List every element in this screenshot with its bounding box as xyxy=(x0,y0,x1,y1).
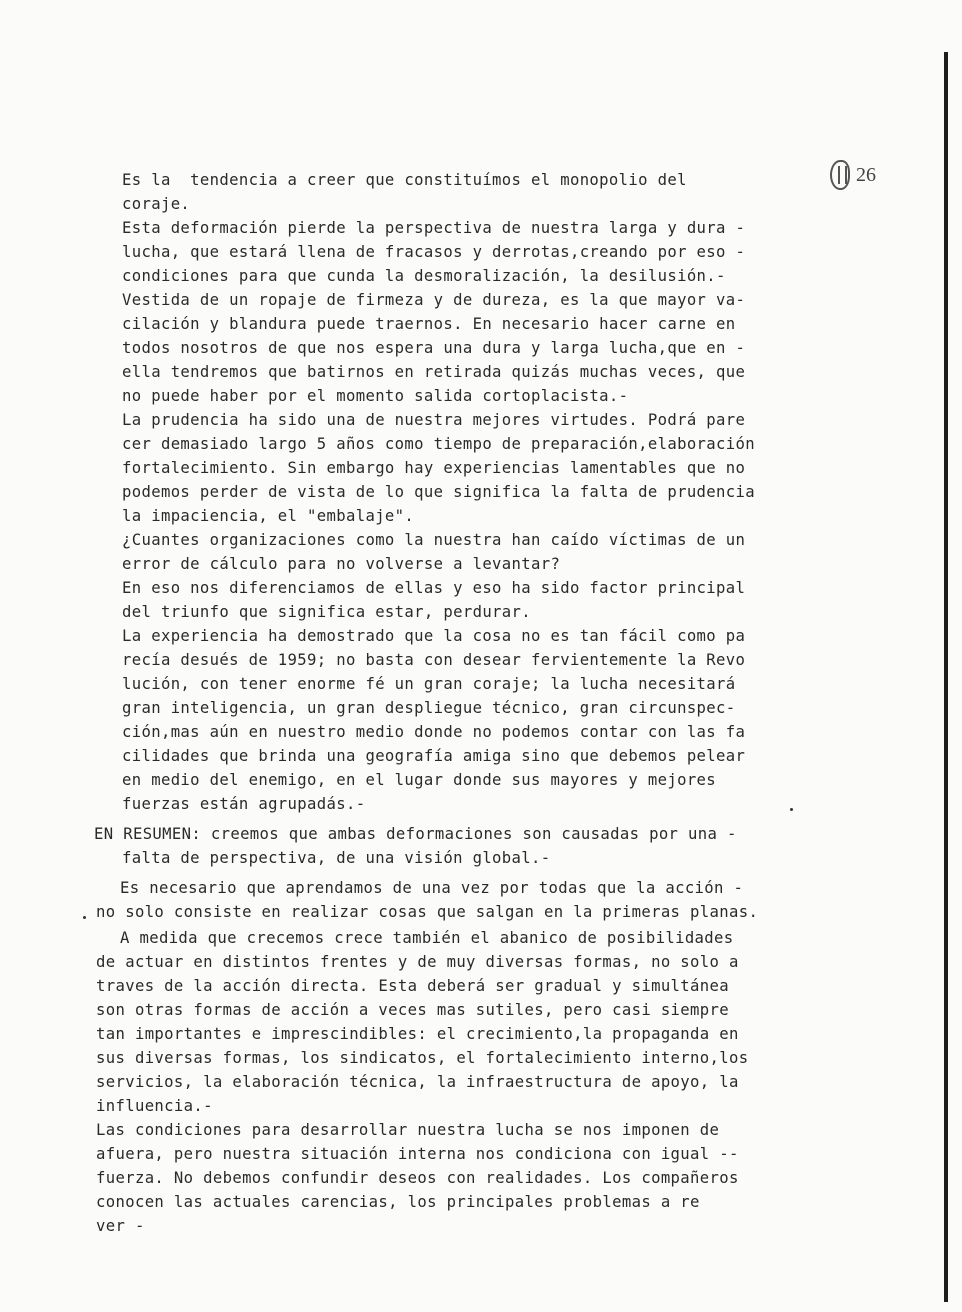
text-line: son otras formas de acción a veces mas sutiles, pero casi siempre xyxy=(96,1001,729,1019)
text-line: error de cálculo para no volverse a levantar? xyxy=(122,555,561,573)
text-line: Las condiciones para desarrollar nuestra lucha se nos imponen de xyxy=(96,1121,720,1139)
text-line: falta de perspectiva, de una visión global.- xyxy=(122,849,551,867)
text-line: del triunfo que significa estar, perdurar. xyxy=(122,603,532,621)
text-line: de actuar en distintos frentes y de muy diversas formas, no solo a xyxy=(96,953,739,971)
text-line: fortalecimiento. Sin embargo hay experiencias lamentables que no xyxy=(122,459,746,477)
text-line: cer demasiado largo 5 años como tiempo de preparación,elaboración xyxy=(122,435,755,453)
text-line: La experiencia ha demostrado que la cosa no es tan fácil como pa xyxy=(122,627,746,645)
text-line: condiciones para que cunda la desmoralización, la desilusión.- xyxy=(122,267,726,285)
text-line: ella tendremos que batirnos en retirada quizás muchas veces, que xyxy=(122,363,746,381)
text-line: En eso nos diferenciamos de ellas y eso ha sido factor principal xyxy=(122,579,746,597)
text-line: fuerza. No debemos confundir deseos con realidades. Los compañeros xyxy=(96,1169,739,1187)
ink-speck xyxy=(83,916,86,919)
text-line: no solo consiste en realizar cosas que salgan en la primeras planas. xyxy=(96,903,759,921)
text-line: ción,mas aún en nuestro medio donde no podemos contar con las fa xyxy=(122,723,746,741)
text-line: afuera, pero nuestra situación interna nos condiciona con igual -- xyxy=(96,1145,739,1163)
ink-speck xyxy=(790,808,793,811)
page-number: 26 xyxy=(856,164,876,186)
text-line: sus diversas formas, los sindicatos, el fortalecimiento interno,los xyxy=(96,1049,749,1067)
text-line: A medida que crecemos crece también el abanico de posibilidades xyxy=(120,929,734,947)
text-line: ¿Cuantes organizaciones como la nuestra han caído víctimas de un xyxy=(122,531,746,549)
text-line: coraje. xyxy=(122,195,191,213)
text-line: servicios, la elaboración técnica, la infraestructura de apoyo, la xyxy=(96,1073,739,1091)
text-line: lucha, que estará llena de fracasos y derrotas,creando por eso - xyxy=(122,243,746,261)
text-line: Es necesario que aprendamos de una vez por todas que la acción - xyxy=(120,879,744,897)
text-line: Vestida de un ropaje de firmeza y de dureza, es la que mayor va- xyxy=(122,291,746,309)
text-line: lución, con tener enorme fé un gran coraje; la lucha necesitará xyxy=(122,675,736,693)
text-line: podemos perder de vista de lo que significa la falta de prudencia xyxy=(122,483,755,501)
text-line: conocen las actuales carencias, los principales problemas a re xyxy=(96,1193,700,1211)
text-line: La prudencia ha sido una de nuestra mejores virtudes. Podrá pare xyxy=(122,411,746,429)
summary-line: EN RESUMEN: creemos que ambas deformaciones son causadas por una - xyxy=(94,825,737,843)
text-line: no puede haber por el momento salida cortoplacista.- xyxy=(122,387,629,405)
text-line: influencia.- xyxy=(96,1097,213,1115)
page-edge-shadow xyxy=(944,52,948,1302)
text-line: Es la tendencia a creer que constituímos el monopolio del xyxy=(122,171,687,189)
text-line: ver - xyxy=(96,1217,145,1235)
text-line: fuerzas están agrupadás.- xyxy=(122,795,366,813)
text-line: tan importantes e imprescindibles: el crecimiento,la propaganda en xyxy=(96,1025,739,1043)
text-line: cilación y blandura puede traernos. En necesario hacer carne en xyxy=(122,315,736,333)
text-line: Esta deformación pierde la perspectiva de nuestra larga y dura - xyxy=(122,219,746,237)
text-line: en medio del enemigo, en el lugar donde sus mayores y mejores xyxy=(122,771,717,789)
archive-stamp-icon xyxy=(830,160,850,190)
text-line: traves de la acción directa. Esta deberá ser gradual y simultánea xyxy=(96,977,729,995)
text-line: todos nosotros de que nos espera una dura y larga lucha,que en - xyxy=(122,339,746,357)
text-line: la impaciencia, el "embalaje". xyxy=(122,507,415,525)
text-line: recía desués de 1959; no basta con desear fervientemente la Revo xyxy=(122,651,746,669)
text-line: gran inteligencia, un gran despliegue técnico, gran circunspec- xyxy=(122,699,736,717)
text-line: cilidades que brinda una geografía amiga sino que debemos pelear xyxy=(122,747,746,765)
